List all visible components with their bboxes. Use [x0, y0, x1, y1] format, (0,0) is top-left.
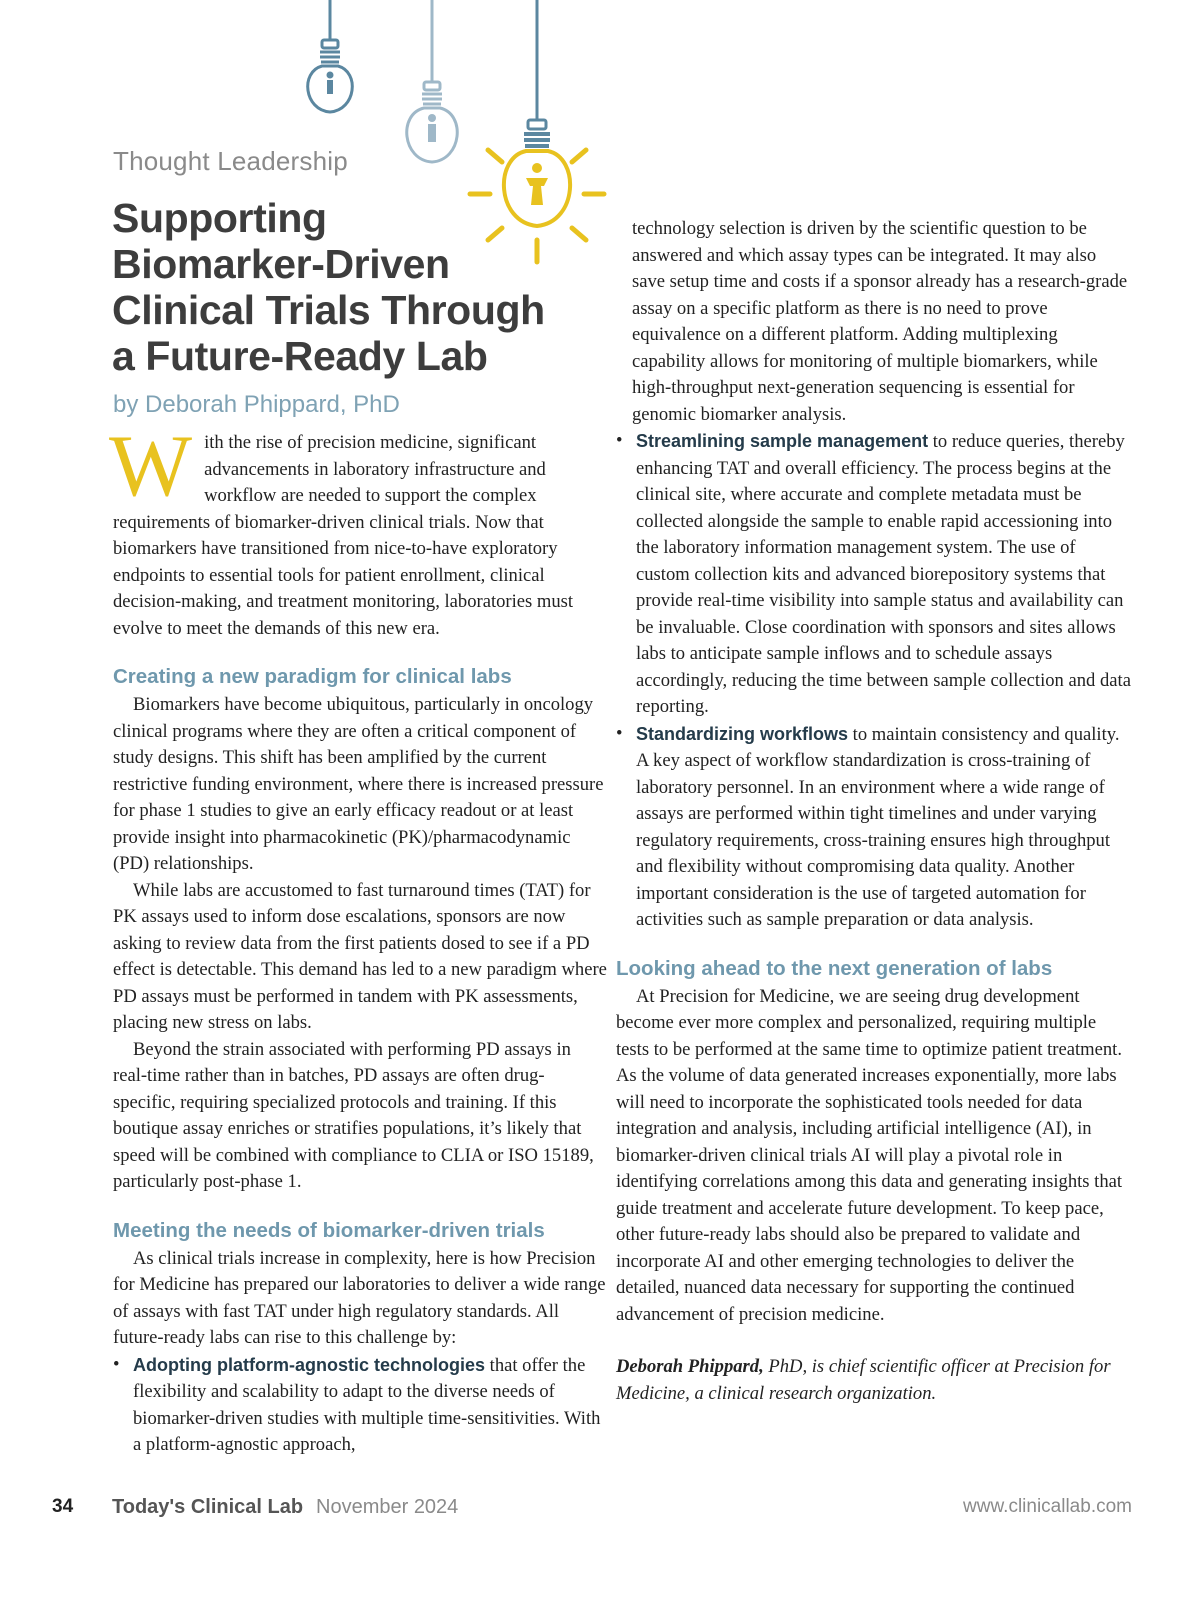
list-item — [616, 428, 1132, 721]
bullet-term: Adopting platform-agnostic technologies — [133, 1354, 485, 1375]
bullet-term: Streamlining sample management — [636, 431, 929, 451]
title-line: a Future-Ready Lab — [112, 333, 488, 379]
intro-paragraph — [109, 418, 607, 642]
author-bio-text: PhD, is chief scientific officer at Precision for Medicine, a clinical research organization. — [616, 1356, 1111, 1404]
body-paragraph: Biomarkers have become ubiquitous, particularly in oncology clinical programs where they are often a critical component of study designs. This shift has been amplified by the current restrictive funding environment, where there is increased pressure for phase 1 studies to give an early efficacy readout or at least provide insight into pharmacokinetic (PK)/pharmacodynamic (PD) relationships. — [113, 694, 604, 874]
title-line: Biomarker-Driven — [112, 241, 450, 287]
section-kicker: Thought Leadership — [113, 146, 348, 176]
bullet-text: that offer the flexibility and scalability to adapt to the diverse needs of biomarker-driven studies with multiple time-sensitivities. With a platform-agnostic approach, — [133, 1354, 601, 1455]
section-heading: Creating a new paradigm for clinical labs — [113, 665, 512, 688]
title-line: Supporting — [112, 195, 327, 241]
title-line: Clinical Trials Through — [112, 287, 545, 333]
body-paragraph: As clinical trials increase in complexity, here is how Precision for Medicine has prepared our laboratories to deliver a wide range of assays with fast TAT under high regulatory standards. All future-ready labs can rise to this challenge by: — [113, 1247, 606, 1348]
lightbulb-icon — [407, 0, 457, 162]
magazine-name: Today's Clinical Lab — [112, 1496, 304, 1518]
column-left — [109, 418, 607, 1459]
author-bio — [616, 1354, 1132, 1407]
drop-cap: W — [109, 418, 193, 515]
body-paragraph: While labs are accustomed to fast turnaround times (TAT) for PK assays used to inform dose escalations, sponsors are now asking to review data from the first patients dosed to see if a PD effect is detectable. This demand has led to a new paradigm where PD assays must be performed in tandem with PK assessments, placing new stress on labs. — [113, 879, 607, 1033]
list-item — [113, 1352, 607, 1459]
bullet-continuation: technology selection is driven by the scientific question to be answered and which assay types can be integrated. It may also save setup time and costs if a sponsor already has a research-grade assay on a specific platform as there is no need to prove equivalence on a different platform. Adding multiplexing capability allows for monitoring of multiple biomarkers, while high-throughput next-generation sequencing is essential for genomic biomarker analysis. — [632, 218, 1128, 425]
section-heading: Meeting the needs of biomarker-driven trials — [113, 1218, 545, 1242]
bullet-list — [616, 428, 1132, 934]
website-link[interactable]: www.clinicallab.com — [963, 1496, 1132, 1517]
column-right — [616, 216, 1132, 1407]
section-heading: Looking ahead to the next generation of labs — [616, 956, 1053, 980]
page-footer — [0, 1496, 1200, 1526]
body-paragraph: At Precision for Medicine, we are seeing drug development become ever more complex and personalized, requiring multiple tests to be performed at the same time to optimize patient treatment. As the volume of data generated increases exponentially, more labs will need to incorporate the sophisticated tools needed for data integration and analysis, including artificial intelligence (AI), in biomarker-driven clinical trials AI will play a pivotal role in identifying correlations among this data and generating insights that guide treatment and accelerate future development. To keep pace, other future-ready labs should also be prepared to validate and incorporate AI and other emerging technologies to deliver the detailed, nuanced data necessary for supporting the continued advancement of precision medicine. — [616, 985, 1123, 1325]
bullet-list — [113, 1352, 607, 1459]
issue-date: November 2024 — [316, 1496, 459, 1518]
bullet-text: to maintain consistency and quality. A key aspect of workflow standardization is cross-training of laboratory personnel. In an environment where a wide range of assays are performed within tight timelines and under varying regulatory requirements, cross-training ensures high throughput and flexibility without compromising data quality. Another important consideration is the use of targeted automation for activities such as sample preparation or data analysis. — [636, 723, 1120, 930]
intro-text: ith the rise of precision medicine, significant advancements in laboratory infrastructure and workflow are needed to support the complex requirements of biomarker-driven clinical trials. Now that biomarkers have transitioned from nice-to-have exploratory endpoints to essential tools for patient enrollment, clinical decision-making, and treatment monitoring, laboratories must evolve to meet the demands of this new era. — [113, 432, 574, 639]
byline: by Deborah Phippard, PhD — [113, 391, 400, 418]
bullet-term: Standardizing workflows — [636, 723, 849, 744]
article-title — [112, 195, 545, 379]
lightbulb-icon — [308, 0, 353, 112]
body-paragraph: Beyond the strain associated with performing PD assays in real-time rather than in batches, PD assays are often drug-specific, requiring specialized protocols and training. If this boutique assay enriches or stratifies populations, it’s likely that speed will be combined with compliance to CLIA or ISO 15189, particularly post-phase 1. — [113, 1038, 594, 1192]
author-name: Deborah Phippard, — [616, 1356, 764, 1377]
page-number: 34 — [52, 1496, 74, 1517]
list-item — [616, 721, 1132, 934]
bullet-text: to reduce queries, thereby enhancing TAT and overall efficiency. The process begins at the clinical site, where accurate and complete metadata must be collected alongside the sample to enable rapid accessioning into the laboratory information management system. The use of custom collection kits and advanced biorepository systems that provide real-time visibility into sample status and availability can be invaluable. Close coordination with sponsors and sites allows labs to anticipate sample inflows and to schedule assays accordingly, reducing the time between sample collection and data reporting. — [636, 431, 1131, 717]
